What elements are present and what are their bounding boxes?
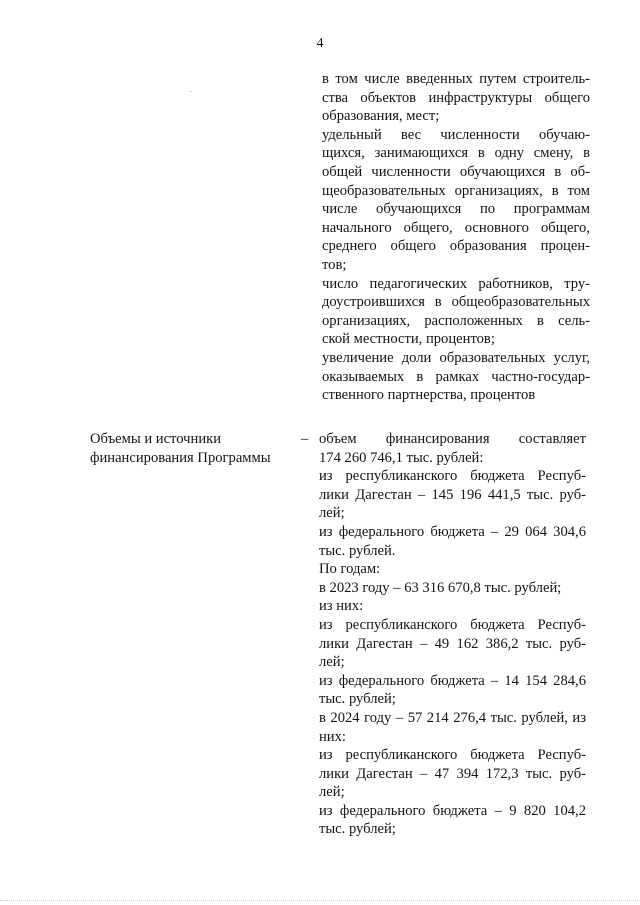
page-number: 4 bbox=[316, 36, 324, 51]
financing-line: тыс. рублей; bbox=[319, 691, 396, 708]
financing-paragraph bbox=[319, 616, 586, 672]
indicator-paragraph bbox=[322, 275, 590, 349]
financing-line: тыс. рублей. bbox=[319, 542, 396, 559]
indicator-line: оказываемых в рамках частно-государ- bbox=[322, 368, 590, 385]
indicator-line: тов; bbox=[322, 256, 347, 273]
financing-line: в 2024 году – 57 214 276,4 тыс. рублей, из bbox=[319, 709, 586, 726]
indicator-line: ственного партнерства, процентов bbox=[322, 387, 536, 404]
financing-paragraph bbox=[319, 597, 586, 616]
financing-line: 174 260 746,1 тыс. рублей: bbox=[319, 449, 484, 466]
indicator-line: щеобразовательных организациях, в том bbox=[322, 182, 590, 199]
indicator-line: образования, мест; bbox=[322, 108, 440, 125]
financing-text-block bbox=[319, 430, 586, 839]
indicators-text-block bbox=[322, 70, 590, 405]
financing-line: из федерального бюджета – 14 154 284,6 bbox=[319, 672, 586, 689]
indicator-line: организациях, расположенных в сель- bbox=[322, 312, 590, 329]
indicator-line: начального общего, основного общего, bbox=[322, 219, 590, 236]
indicator-paragraph bbox=[322, 126, 590, 275]
financing-paragraph bbox=[319, 560, 586, 579]
financing-paragraph bbox=[319, 802, 586, 839]
financing-line: из федерального бюджета – 29 064 304,6 bbox=[319, 523, 586, 540]
section-label-line: Объемы и источники bbox=[90, 431, 222, 447]
financing-paragraph bbox=[319, 672, 586, 709]
financing-line: лей; bbox=[319, 784, 345, 801]
section-label bbox=[90, 430, 290, 467]
financing-paragraph bbox=[319, 579, 586, 598]
indicator-line: в том числе введенных путем строитель- bbox=[322, 71, 590, 87]
financing-line: из республиканского бюджета Респуб- bbox=[319, 616, 586, 633]
financing-line: По годам: bbox=[319, 561, 381, 578]
indicator-line: доустроившихся в общеобразовательных bbox=[322, 294, 590, 311]
indicator-line: удельный вес численности обучаю- bbox=[322, 126, 590, 143]
scan-speck bbox=[190, 91, 191, 92]
financing-paragraph bbox=[319, 523, 586, 560]
financing-line: лей; bbox=[319, 654, 345, 671]
financing-line: лики Дагестан – 49 162 386,2 тыс. руб- bbox=[319, 635, 586, 652]
indicator-line: увеличение доли образовательных услуг, bbox=[322, 349, 590, 366]
indicator-line: щихся, занимающихся в одну смену, в bbox=[322, 145, 590, 162]
indicator-line: среднего общего образования процен- bbox=[322, 238, 590, 255]
indicator-paragraph bbox=[322, 349, 590, 405]
separator-dash: – bbox=[301, 431, 309, 447]
financing-line: объем финансирования составляет bbox=[319, 431, 586, 447]
financing-line: из них: bbox=[319, 598, 364, 615]
section-label-line: финансирования Программы bbox=[90, 449, 271, 466]
financing-paragraph bbox=[319, 709, 586, 746]
financing-line: тыс. рублей; bbox=[319, 821, 396, 838]
indicator-line: ской местности, процентов; bbox=[322, 331, 495, 348]
financing-paragraph bbox=[319, 467, 586, 523]
financing-line: лики Дагестан – 47 394 172,3 тыс. руб- bbox=[319, 765, 586, 782]
indicator-line: ства объектов инфраструктуры общего bbox=[322, 89, 590, 106]
financing-line: в 2023 году – 63 316 670,8 тыс. рублей; bbox=[319, 579, 562, 596]
indicator-line: общей численности обучающихся в об- bbox=[322, 163, 590, 180]
financing-paragraph bbox=[319, 430, 586, 467]
financing-line: лей; bbox=[319, 505, 345, 522]
financing-line: них: bbox=[319, 728, 346, 745]
financing-line: лики Дагестан – 145 196 441,5 тыс. руб- bbox=[319, 486, 586, 503]
indicator-line: числе обучающихся по программам bbox=[322, 201, 590, 218]
financing-line: из федерального бюджета – 9 820 104,2 bbox=[319, 802, 586, 819]
financing-paragraph bbox=[319, 746, 586, 802]
indicator-paragraph bbox=[322, 70, 590, 126]
indicator-line: число педагогических работников, тру- bbox=[322, 275, 590, 292]
financing-line: из республиканского бюджета Респуб- bbox=[319, 747, 586, 764]
scan-bottom-edge bbox=[0, 900, 640, 901]
financing-line: из республиканского бюджета Респуб- bbox=[319, 468, 586, 485]
